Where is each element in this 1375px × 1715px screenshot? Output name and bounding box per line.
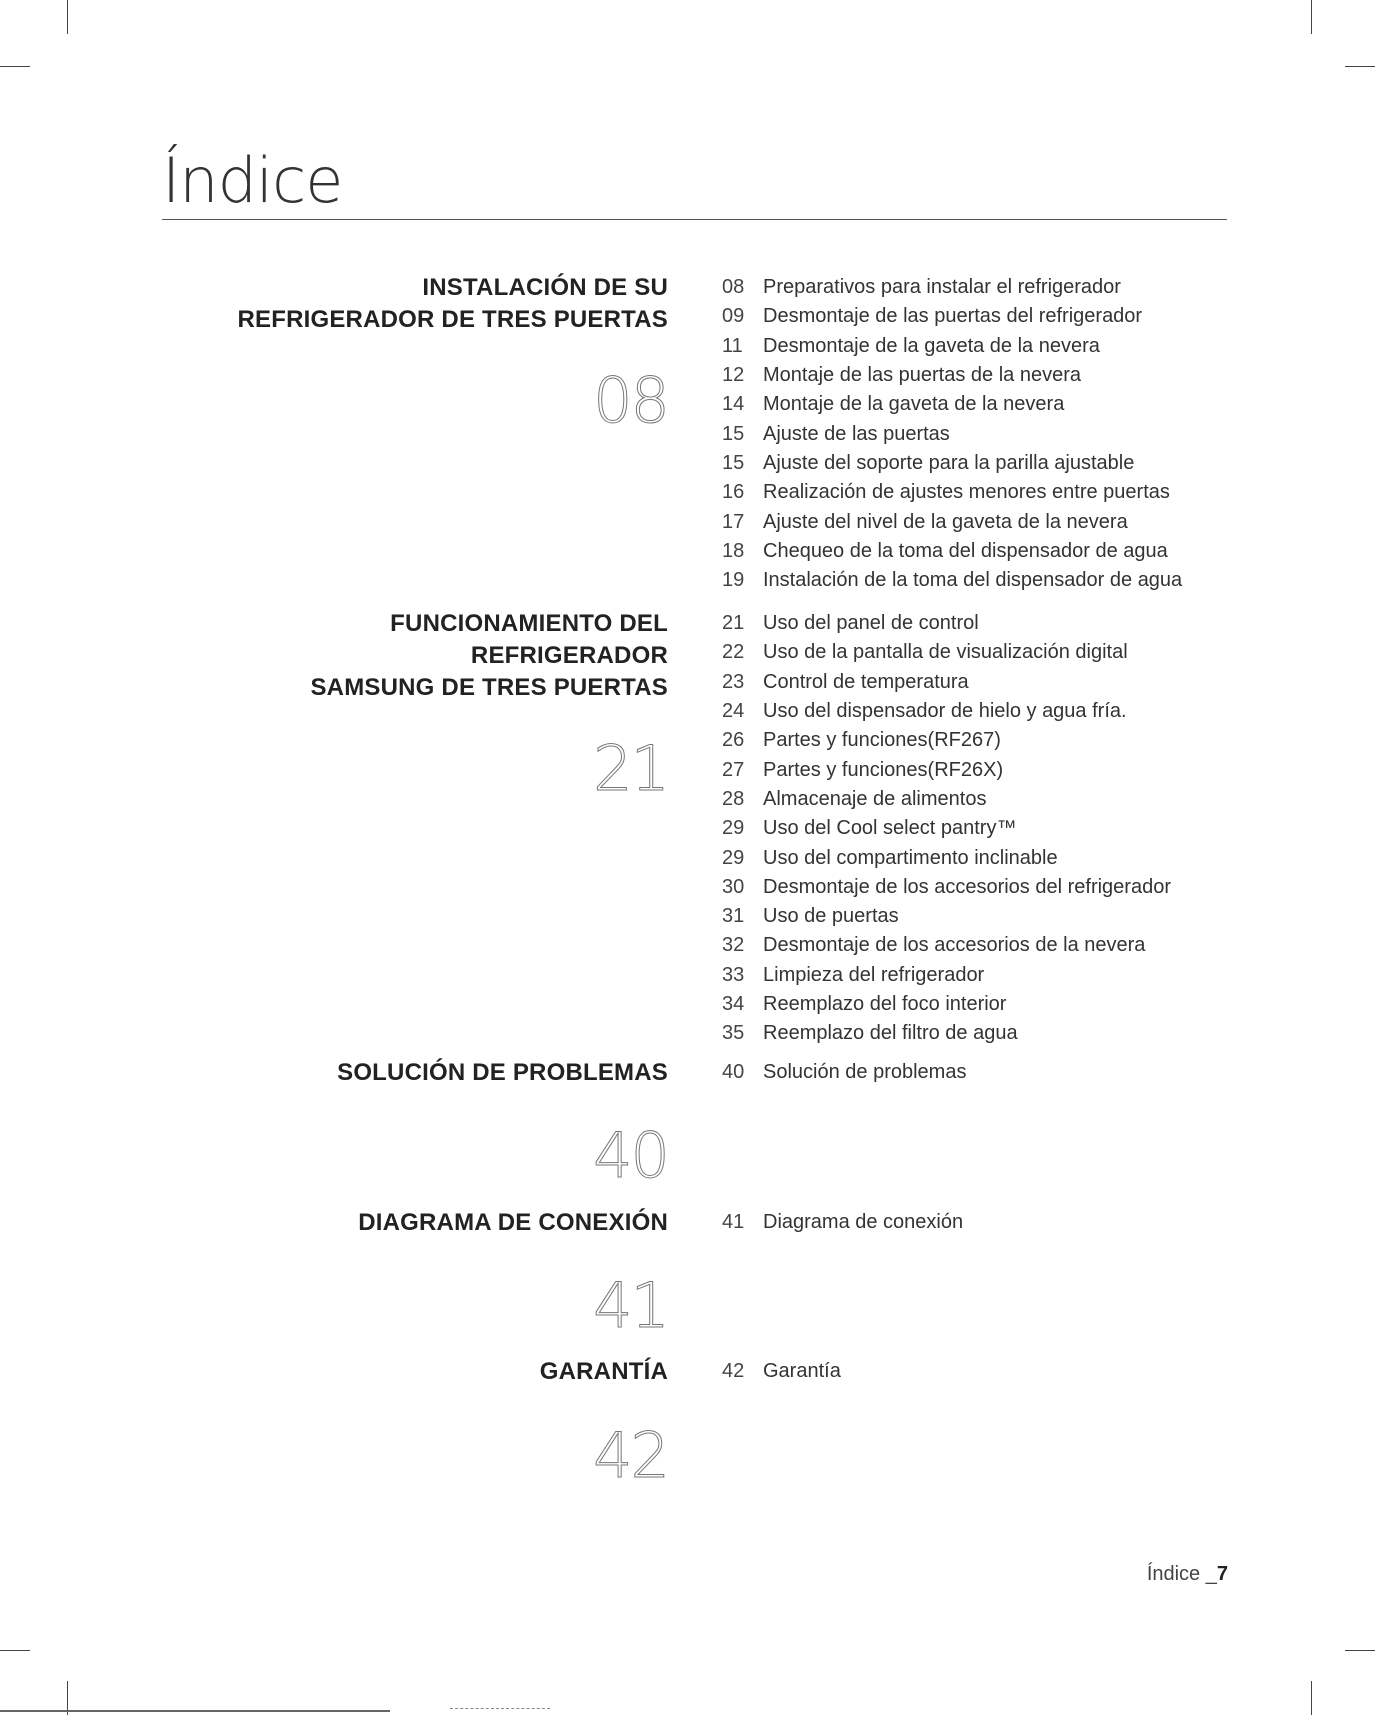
toc-entry-label: Uso de puertas xyxy=(763,905,899,928)
section-number-troubleshooting: 40 xyxy=(593,1119,668,1192)
toc-entry-page: 15 xyxy=(722,422,745,445)
toc-entry[interactable] xyxy=(722,302,1182,331)
toc-entry-page: 17 xyxy=(722,510,745,533)
toc-entry-label: Garantía xyxy=(763,1360,841,1383)
toc-entry-label: Uso del compartimento inclinable xyxy=(763,846,1058,869)
section-title-operation: FUNCIONAMIENTO DEL REFRIGERADOR SAMSUNG DE TRES PUERTAS xyxy=(310,610,668,701)
toc-entry[interactable] xyxy=(722,566,1182,595)
toc-entry-label: Reemplazo del foco interior xyxy=(763,993,1007,1015)
toc-entry[interactable] xyxy=(722,361,1182,390)
toc-entry[interactable] xyxy=(722,638,1171,667)
toc-entry-label: Solución de problemas xyxy=(763,1061,967,1084)
crop-mark xyxy=(1311,0,1312,34)
toc-entry-page: 08 xyxy=(722,276,745,299)
page-footer xyxy=(1147,1563,1228,1586)
section-entries-operation xyxy=(722,609,1171,1048)
toc-entry-page: 27 xyxy=(722,758,745,781)
toc-entry-page: 34 xyxy=(722,993,745,1015)
toc-entry-label: Almacenaje de alimentos xyxy=(763,787,987,810)
section-title-installation: INSTALACIÓN DE SU REFRIGERADOR DE TRES PUERTAS xyxy=(237,274,668,333)
toc-entry-page: 42 xyxy=(722,1360,745,1383)
crop-mark xyxy=(1345,66,1375,67)
section-number-wiring: 41 xyxy=(593,1269,668,1342)
toc-entry[interactable] xyxy=(722,990,1171,1019)
section-title-wiring: DIAGRAMA DE CONEXIÓN xyxy=(358,1209,668,1236)
toc-entry[interactable] xyxy=(722,273,1182,302)
toc-entry-page: 16 xyxy=(722,481,745,504)
crop-mark xyxy=(1311,1681,1312,1715)
toc-entry-label: Preparativos para instalar el refrigerador xyxy=(763,276,1121,299)
title-divider xyxy=(162,219,1227,220)
section-entries-installation xyxy=(722,273,1182,595)
toc-entry[interactable] xyxy=(722,902,1171,931)
toc-entry-page: 30 xyxy=(722,875,745,898)
toc-entry[interactable] xyxy=(722,785,1171,814)
toc-entry[interactable] xyxy=(722,755,1171,784)
toc-entry[interactable] xyxy=(722,961,1171,990)
footer-page-number: 7 xyxy=(1216,1563,1228,1585)
footer-label: Índice _ xyxy=(1146,1563,1217,1585)
toc-entry[interactable] xyxy=(722,507,1182,536)
bottom-print-marks xyxy=(450,1708,550,1713)
toc-entry-page: 24 xyxy=(722,700,745,723)
toc-entry-page: 28 xyxy=(722,787,745,810)
crop-mark xyxy=(0,66,30,67)
toc-entry-label: Ajuste del soporte para la parilla ajustable xyxy=(763,451,1135,474)
crop-mark xyxy=(0,1650,30,1651)
toc-entry[interactable] xyxy=(722,931,1171,960)
toc-entry-page: 26 xyxy=(722,729,745,752)
toc-entry-label: Uso de la pantalla de visualización digital xyxy=(763,641,1128,664)
toc-entry-label: Desmontaje de los accesorios de la nevera xyxy=(763,934,1146,957)
toc-entry-page: 18 xyxy=(722,539,745,562)
toc-entry-label: Uso del dispensador de hielo y agua fría. xyxy=(763,700,1127,723)
toc-entry-label: Desmontaje de los accesorios del refrigerador xyxy=(763,875,1171,898)
toc-entry-label: Diagrama de conexión xyxy=(763,1211,964,1234)
section-entries-warranty xyxy=(722,1357,841,1386)
toc-entry[interactable] xyxy=(722,843,1171,872)
toc-entry-label: Partes y funciones(RF26X) xyxy=(763,758,1004,781)
toc-entry-page: 19 xyxy=(722,569,745,592)
toc-entry-page: 33 xyxy=(722,963,745,986)
toc-entry-page: 22 xyxy=(722,641,745,664)
toc-entry-page: 32 xyxy=(722,934,745,957)
crop-mark xyxy=(1345,1650,1375,1651)
toc-entry-label: Reemplazo del filtro de agua xyxy=(763,1022,1018,1045)
toc-entry-label: Desmontaje de las puertas del refrigerador xyxy=(763,305,1143,328)
toc-entry-label: Ajuste de las puertas xyxy=(763,422,950,445)
section-entries-wiring xyxy=(722,1208,963,1237)
toc-entry-label: Partes y funciones(RF267) xyxy=(763,729,1001,752)
toc-entry[interactable] xyxy=(722,814,1171,843)
toc-entry[interactable] xyxy=(722,537,1182,566)
section-number-operation: 21 xyxy=(593,732,668,805)
toc-entry-label: Chequeo de la toma del dispensador de agua xyxy=(763,539,1168,562)
toc-entry[interactable] xyxy=(722,697,1171,726)
toc-entry-page: 23 xyxy=(722,670,745,693)
toc-entry-page: 40 xyxy=(722,1061,745,1084)
toc-entry-page: 11 xyxy=(722,334,743,357)
toc-entry[interactable] xyxy=(722,1357,841,1386)
toc-entry-page: 35 xyxy=(722,1022,745,1045)
page-title: Índice xyxy=(162,144,343,217)
section-number-installation: 08 xyxy=(593,364,668,437)
toc-entry[interactable] xyxy=(722,609,1171,638)
toc-entry[interactable] xyxy=(722,478,1182,507)
toc-entry[interactable] xyxy=(722,1019,1171,1048)
toc-entry[interactable] xyxy=(722,419,1182,448)
toc-entry[interactable] xyxy=(722,449,1182,478)
toc-entry[interactable] xyxy=(722,390,1182,419)
section-title-warranty: GARANTÍA xyxy=(539,1358,668,1385)
section-entries-troubleshooting xyxy=(722,1058,966,1087)
toc-entry-page: 09 xyxy=(722,305,745,328)
toc-entry[interactable] xyxy=(722,726,1171,755)
crop-mark xyxy=(67,0,68,34)
toc-entry-page: 41 xyxy=(722,1211,745,1234)
toc-entry-label: Limpieza del refrigerador xyxy=(763,963,985,986)
toc-entry-page: 21 xyxy=(722,612,745,635)
toc-entry-label: Montaje de las puertas de la nevera xyxy=(763,364,1081,387)
toc-entry-label: Uso del Cool select pantry™ xyxy=(763,817,1017,840)
toc-entry[interactable] xyxy=(722,332,1182,361)
toc-entry-page: 31 xyxy=(722,905,745,928)
toc-entry-label: Control de temperatura xyxy=(763,670,969,693)
toc-entry-label: Montaje de la gaveta de la nevera xyxy=(763,393,1065,416)
toc-entry[interactable] xyxy=(722,1058,966,1087)
toc-entry-label: Uso del panel de control xyxy=(763,612,979,635)
toc-entry-page: 14 xyxy=(722,393,745,416)
bottom-rule xyxy=(0,1710,390,1712)
section-number-warranty: 42 xyxy=(593,1419,668,1492)
toc-entry-page: 29 xyxy=(722,817,745,840)
toc-entry-label: Ajuste del nivel de la gaveta de la nevera xyxy=(763,510,1128,533)
toc-entry-label: Realización de ajustes menores entre puertas xyxy=(763,481,1170,504)
toc-entry-page: 15 xyxy=(722,451,745,474)
toc-entry-label: Instalación de la toma del dispensador de agua xyxy=(763,569,1183,592)
section-title-troubleshooting: SOLUCIÓN DE PROBLEMAS xyxy=(337,1059,668,1086)
toc-entry[interactable] xyxy=(722,668,1171,697)
toc-entry[interactable] xyxy=(722,873,1171,902)
toc-entry[interactable] xyxy=(722,1208,963,1237)
toc-entry-page: 12 xyxy=(722,364,745,387)
toc-entry-label: Desmontaje de la gaveta de la nevera xyxy=(763,334,1100,357)
toc-entry-page: 29 xyxy=(722,846,745,869)
